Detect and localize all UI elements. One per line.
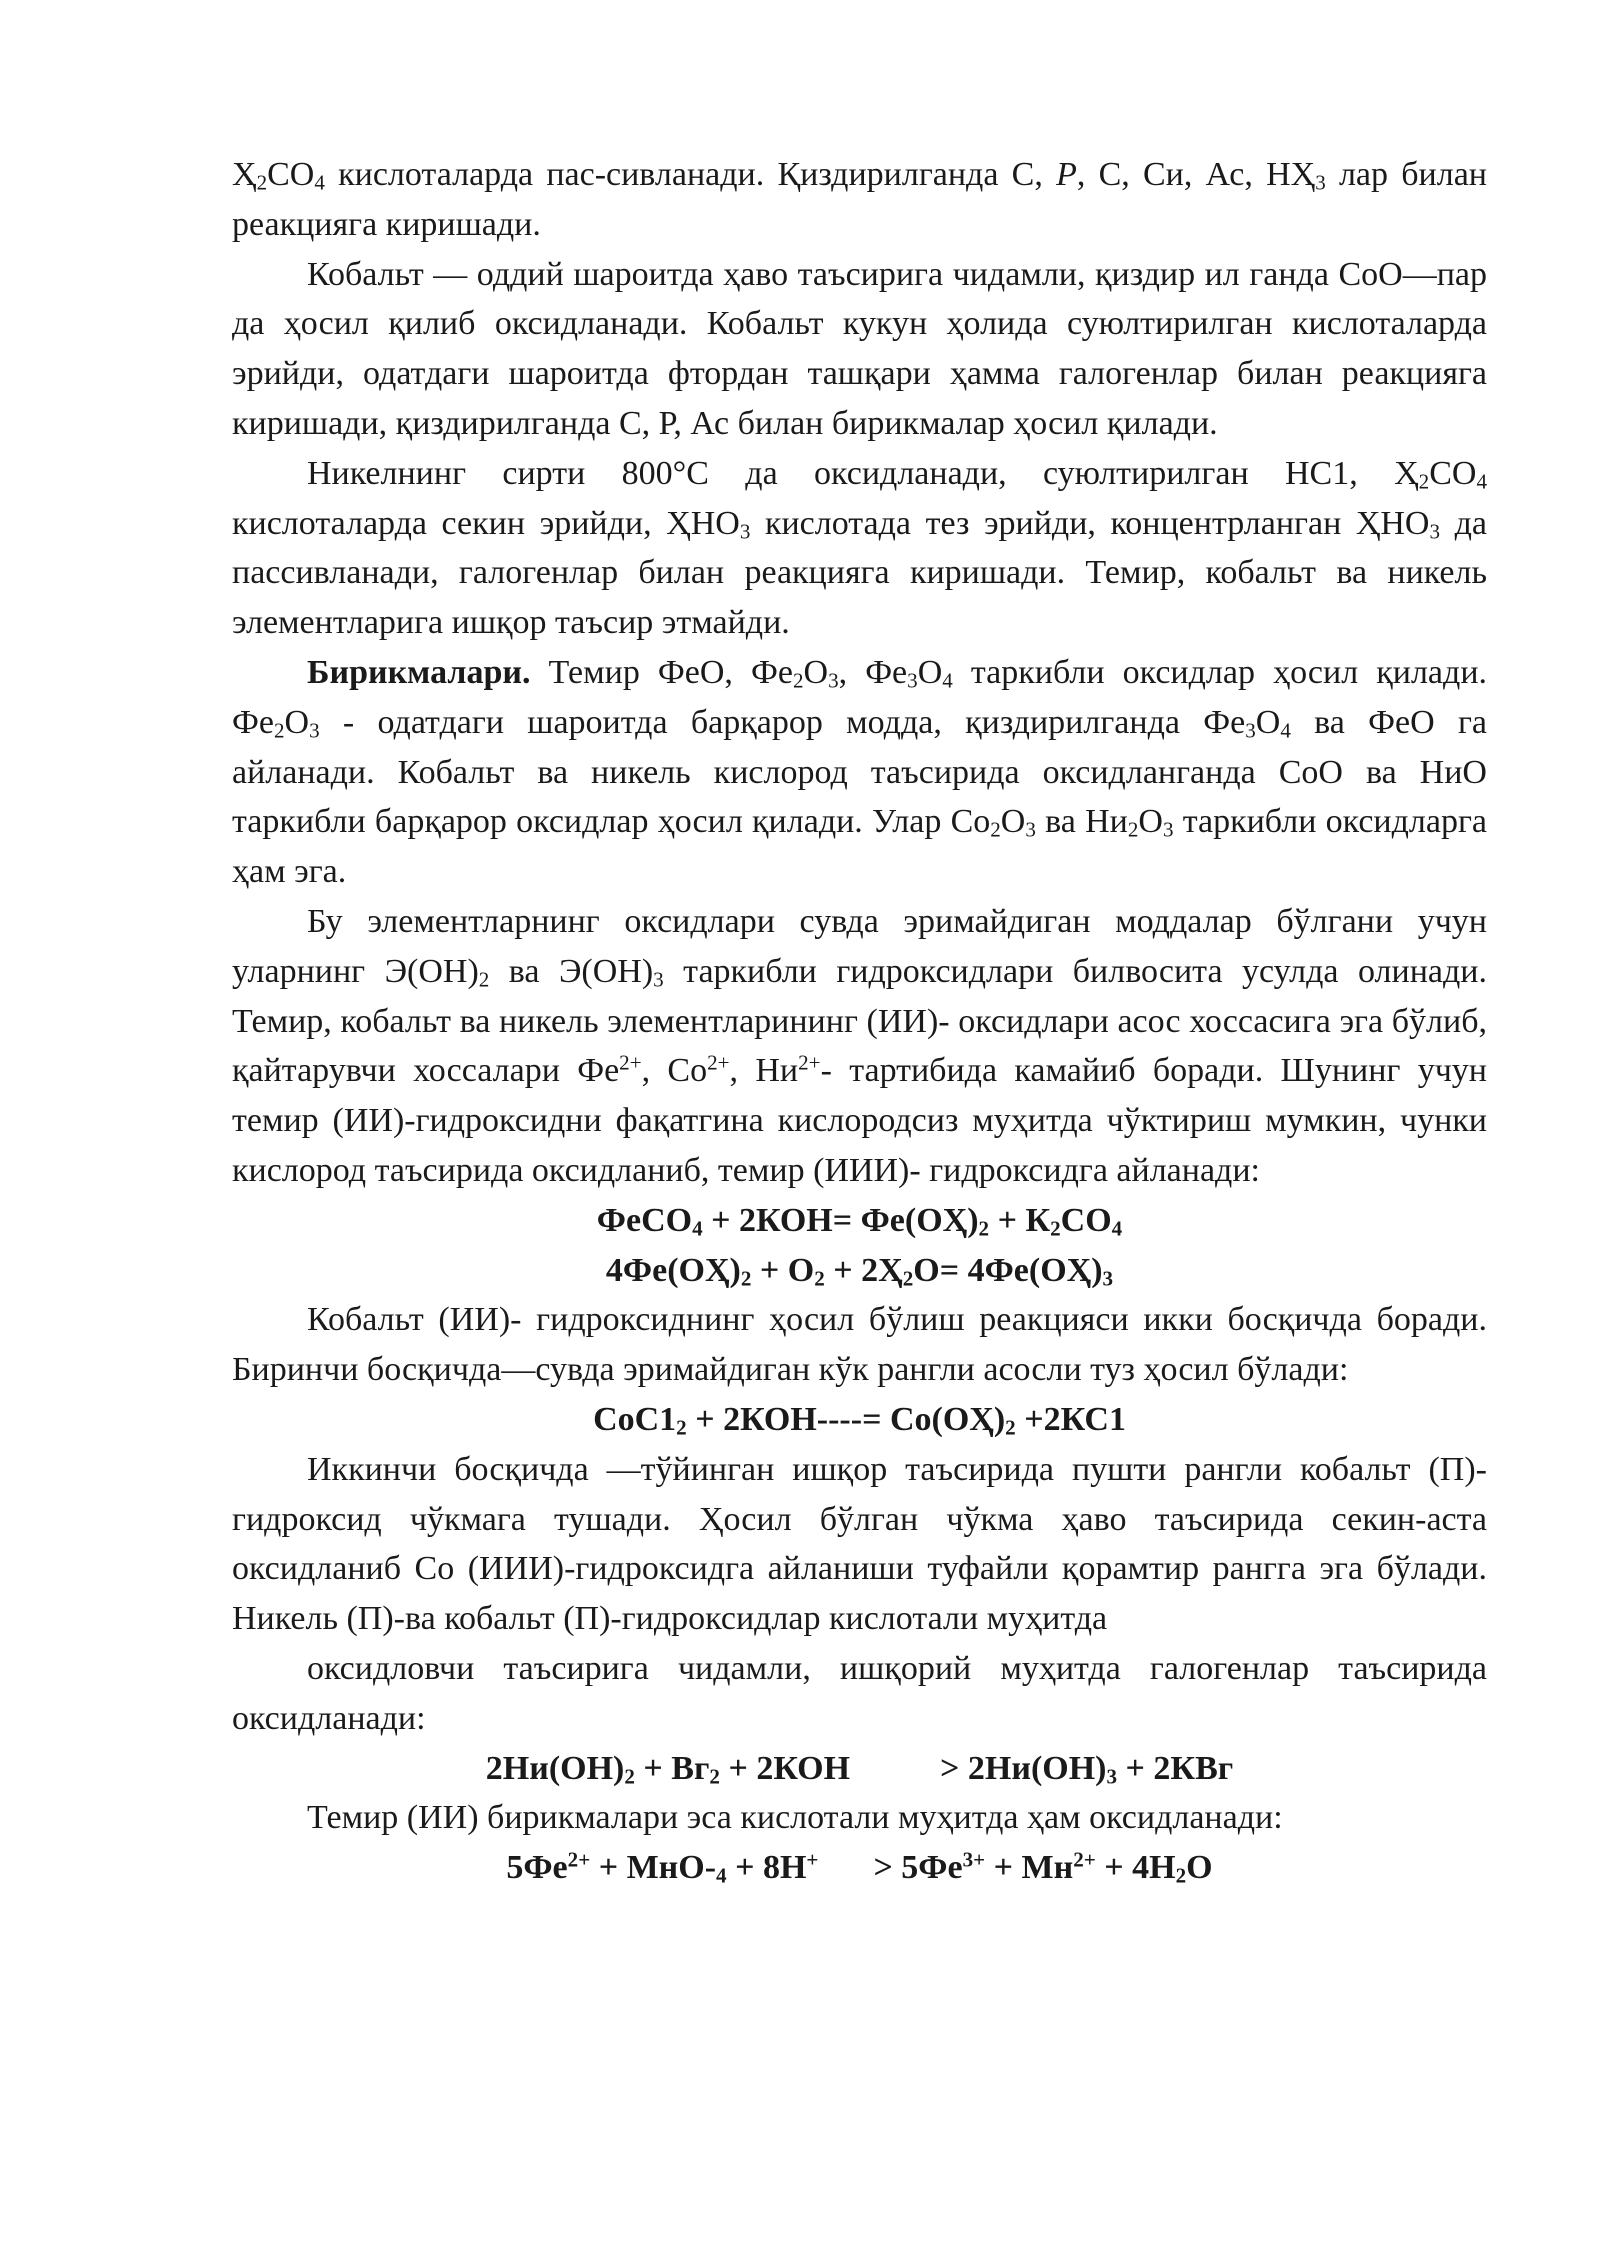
paragraph-cobalt-hydroxide: Кобальт (ИИ)- гидроксиднинг ҳосил бўлиш реакцияси икки босқичда боради. Биринчи босқичда—сувда эримайдиган кўк рангли асосли туз ҳосил бўлади: [232,1301,1487,1389]
paragraph-oxidizer: оксидловчи таъсирига чидамли, ишқорий муҳитда галогенлар таъсирида оксидланади: [232,1649,1487,1737]
equation-4: $2Ни(ОН)_2 + Вг_2 + 2КОН > 2Ни(ОН)_3 + 2КВг$ [485,1749,1234,1789]
paragraph-compounds: Бирикмалари. Темир ФеО, $Фе_2О_3$, $Фе_3О_4$ таркибли оксидлар ҳосил қилади. $Фе_2О_3$ - одатдаги шароитда барқарор модда, қиздирилганда $Фе_3О_4$ ва ФеО га айланади. Кобальт ва никель кислород таъсирида оксидланганда СоО ва НиО таркибли барқарор оксидлар ҳосил қилади. Улар $Со_2О_3$ ва $Ни_2О_3$ таркибли оксидларга ҳам эга. [232,653,1488,891]
equation-1: ФеСО$_4$ + $2КОН= Фе(ОҲ)_2 + К_2СО_4$ [596,1201,1123,1241]
paragraph-1: $Ҳ_2СО_4$ кислоталарда пас-сивланади. Қиздирилганда С, Р, С, Си, Ас, $НҲ_3$ лар билан реакцияга киришади. [232,156,1487,243]
compounds-heading: Бирикмалари. [307,653,531,691]
paragraph-oxides: Бу элементларнинг оксидлари сувда эримайдиган моддалар бўлгани учун уларнинг $Э(ОН)_2$ ва $Э(ОН)_3$ таркибли гидроксидлари билвосита усулда олинади. Темир, кобальт ва никель элементларининг (ИИ)- оксидлари асос хоссасига эга бўлиб, қайтарувчи хоссалари $Фе^{2+}$, $Со^{2+}$, $Ни^{2+}-$ тартибида камайиб боради. Шунинг учун темир (ИИ)-гидроксидни фақатгина кислородсиз муҳитда чўктириш мумкин, чунки кислород таъсирида оксидланиб, темир (ИИИ)- гидроксидга айланади: [232,902,1488,1189]
equation-2: $4Фе(ОҲ)_2 + О_2 + 2Ҳ_2О= 4Фе(ОҲ)_3$ [605,1251,1114,1291]
paragraph-nickel: Никелнинг сирти 800°С да оксидланади, суюлтирилган НС1, $Ҳ_2СО_4$ кислоталарда секин эрийди, $ҲНО_3$ кислотада тез эрийди, концентрланган $ҲНО_3$ да пассивланади, галогенлар билан реакцияга киришади. Темир, кобальт ва никель элементларига ишқор таъсир этмайди. [232,454,1488,642]
document-page [232,150,1487,1893]
equation-3: $СоС1_2 + 2КОН----= Со(ОҲ)_2 +2КС1$ [593,1400,1126,1440]
equation-5: $5Фе^{2+} + МнО-_4 + 8Н^+ > 5Фе^{3+} + Мн^{2+} + 4Н_2О$ [506,1847,1213,1888]
paragraph-second-stage: Иккинчи босқичда —тўйинган ишқор таъсирида пушти рангли кобальт (П)-гидроксид чўкмага тушади. Ҳосил бўлган чўкма ҳаво таъсирида секин-аста оксидланиб Со (ИИИ)-гидроксидга айланиши туфайли қорамтир рангга эга бўлади. Никель (П)-ва кобальт (П)-гидроксидлар кислотали муҳитда [232,1450,1487,1638]
paragraph-cobalt: Кобальт — оддий шароитда ҳаво таъсирига чидамли, қиздир ил ганда СоО—пар да ҳосил қилиб оксидланади. Кобальт кукун ҳолида суюлтирилган кислоталарда эрийди, одатдаги шароитда фтордан ташқари ҳамма галогенлар билан реакцияга киришади, қиздирилганда С, Р, Ас билан бирикмалар ҳосил қилади. [232,255,1487,442]
paragraph-iron-compounds: Темир (ИИ) бирикмалари эса кислотали муҳитда ҳам оксидланади: [307,1799,1283,1837]
